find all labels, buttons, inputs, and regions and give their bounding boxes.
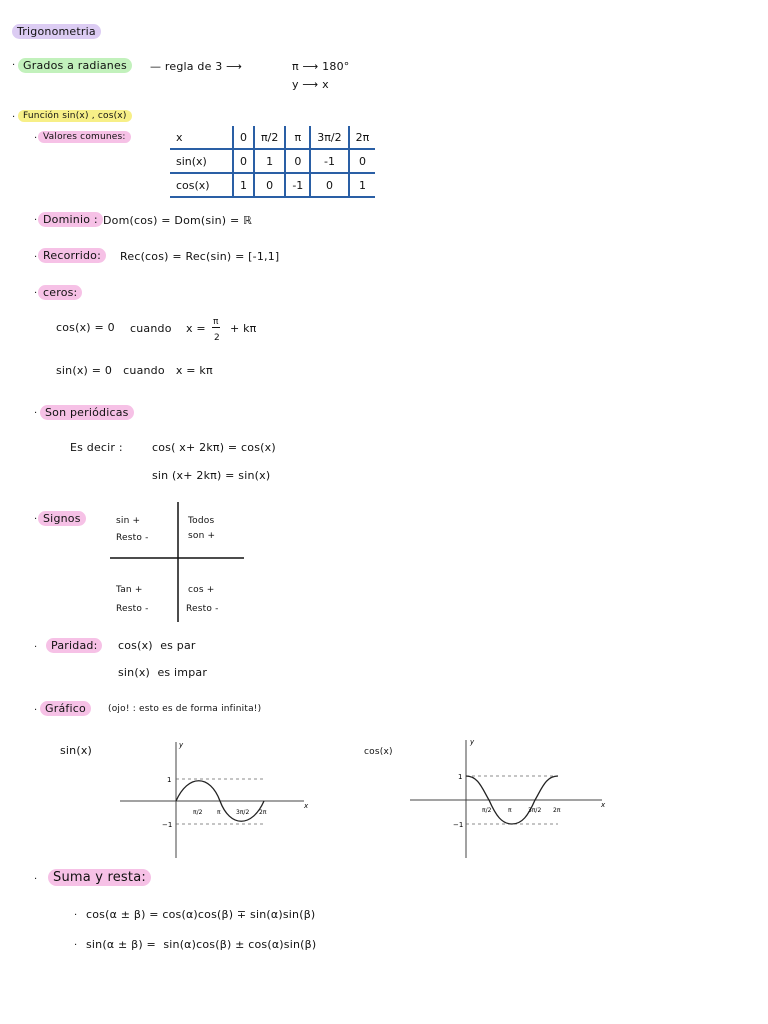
es-decir-text: Es decir : [70,441,123,454]
axis-y-label: y [179,741,184,749]
table-cell: 0 [233,126,254,149]
table-cell: π [285,126,310,149]
regla-de-3-text: — regla de 3 ⟶ [150,60,243,73]
cos-periodic-eq: cos( x+ 2kπ) = cos(x) [152,441,276,454]
table-cell: 1 [349,173,376,197]
funcion-label: Función sin(x) , cos(x) [18,110,132,122]
bullet: · [34,514,38,525]
tick-three-pi-half: 3π/2 [528,807,542,814]
page-title: Trigonometria [12,24,101,39]
sin-periodic-eq: sin (x+ 2kπ) = sin(x) [152,469,271,482]
axis-x-label: x [304,802,309,810]
grafico-label: Gráfico [40,701,91,716]
cos-graph-label: cos(x) [364,747,393,757]
valores-label: Valores comunes: [38,131,131,143]
bullet: · [12,60,16,71]
signos-q3-line2: Resto - [116,604,149,614]
cos-sum-formula: cos(α ± β) = cos(α)cos(β) ∓ sin(α)sin(β) [86,908,316,921]
bullet: · [34,133,38,144]
cos-zero-kpi: + kπ [230,322,257,335]
tick-pi-half: π/2 [482,807,492,814]
table-row [170,126,375,149]
signos-q4-line1: cos + [188,585,215,595]
cos-graph [408,736,608,862]
tick-two-pi: 2π [553,807,561,814]
table-cell: 1 [254,149,285,173]
table-cell: 0 [349,149,376,173]
bullet: · [34,874,38,885]
sin-graph [118,736,310,862]
sin-zero-line: sin(x) = 0 cuando x = kπ [56,364,213,377]
signos-q4-line2: Resto - [186,604,219,614]
table-cell: sin(x) [170,149,233,173]
bullet: · [74,910,78,921]
table-cell: -1 [310,149,348,173]
bullet: · [34,642,38,653]
signos-q1-line2: son + [188,531,216,541]
table-cell: 0 [254,173,285,197]
recorrido-text: Rec(cos) = Rec(sin) = [-1,1] [120,250,280,263]
table-cell: 1 [233,173,254,197]
grados-label: Grados a radianes [18,58,132,73]
bullet: · [34,408,38,419]
fraction-numerator: π [213,317,219,327]
fraction-denominator: 2 [214,333,220,343]
bullet: · [34,215,38,226]
axis-x-label: x [601,801,606,809]
bullet: · [34,252,38,263]
signos-label: Signos [38,511,86,526]
table-cell: -1 [285,173,310,197]
table-cell: 2π [349,126,376,149]
recorrido-label: Recorrido: [38,248,106,263]
periodicas-label: Son periódicas [40,405,134,420]
cos-zero-cuando: cuando [130,322,172,335]
tick-one: 1 [458,773,463,781]
tick-pi: π [508,807,512,814]
signos-q1-line1: Todos [188,516,215,526]
tick-three-pi-half: 3π/2 [236,809,250,816]
tick-pi: π [217,809,221,816]
table-row [170,149,375,173]
axis-y-label: y [470,738,475,746]
signos-q2-line1: sin + [116,516,141,526]
table-cell: x [176,130,183,144]
bullet: · [34,705,38,716]
paridad-cos: cos(x) es par [118,639,196,652]
cos-zero-x: x = [186,322,206,335]
tick-minus-one: −1 [162,821,173,829]
bullet: · [74,940,78,951]
grafico-note: (ojo! : esto es de forma infinita!) [108,704,262,714]
ceros-label: ceros: [38,285,82,300]
table-cell: 0 [233,149,254,173]
tick-pi-half: π/2 [193,809,203,816]
table-row [170,173,375,197]
pi-180-equation: π ⟶ 180° [292,60,350,73]
dominio-label: Dominio : [38,212,103,227]
y-x-equation: y ⟶ x [292,78,329,91]
paridad-label: Paridad: [46,638,102,653]
table-cell: cos(x) [170,173,233,197]
valores-table [170,126,375,198]
bullet: · [34,288,38,299]
cos-zero-lhs: cos(x) = 0 [56,321,115,334]
bullet: · [12,112,16,123]
tick-minus-one: −1 [453,821,464,829]
paridad-sin: sin(x) es impar [118,666,208,679]
table-cell: π/2 [254,126,285,149]
sin-sum-formula: sin(α ± β) = sin(α)cos(β) ± cos(α)sin(β) [86,938,317,951]
signos-q3-line1: Tan + [116,585,143,595]
table-cell: 3π/2 [310,126,348,149]
dominio-text: Dom(cos) = Dom(sin) = ℝ [103,214,252,227]
tick-two-pi: 2π [259,809,267,816]
table-cell: 0 [285,149,310,173]
sin-graph-label: sin(x) [60,744,93,757]
signos-q2-line2: Resto - [116,533,149,543]
tick-one: 1 [167,776,172,784]
table-cell: 0 [310,173,348,197]
suma-resta-label: Suma y resta: [48,869,151,886]
